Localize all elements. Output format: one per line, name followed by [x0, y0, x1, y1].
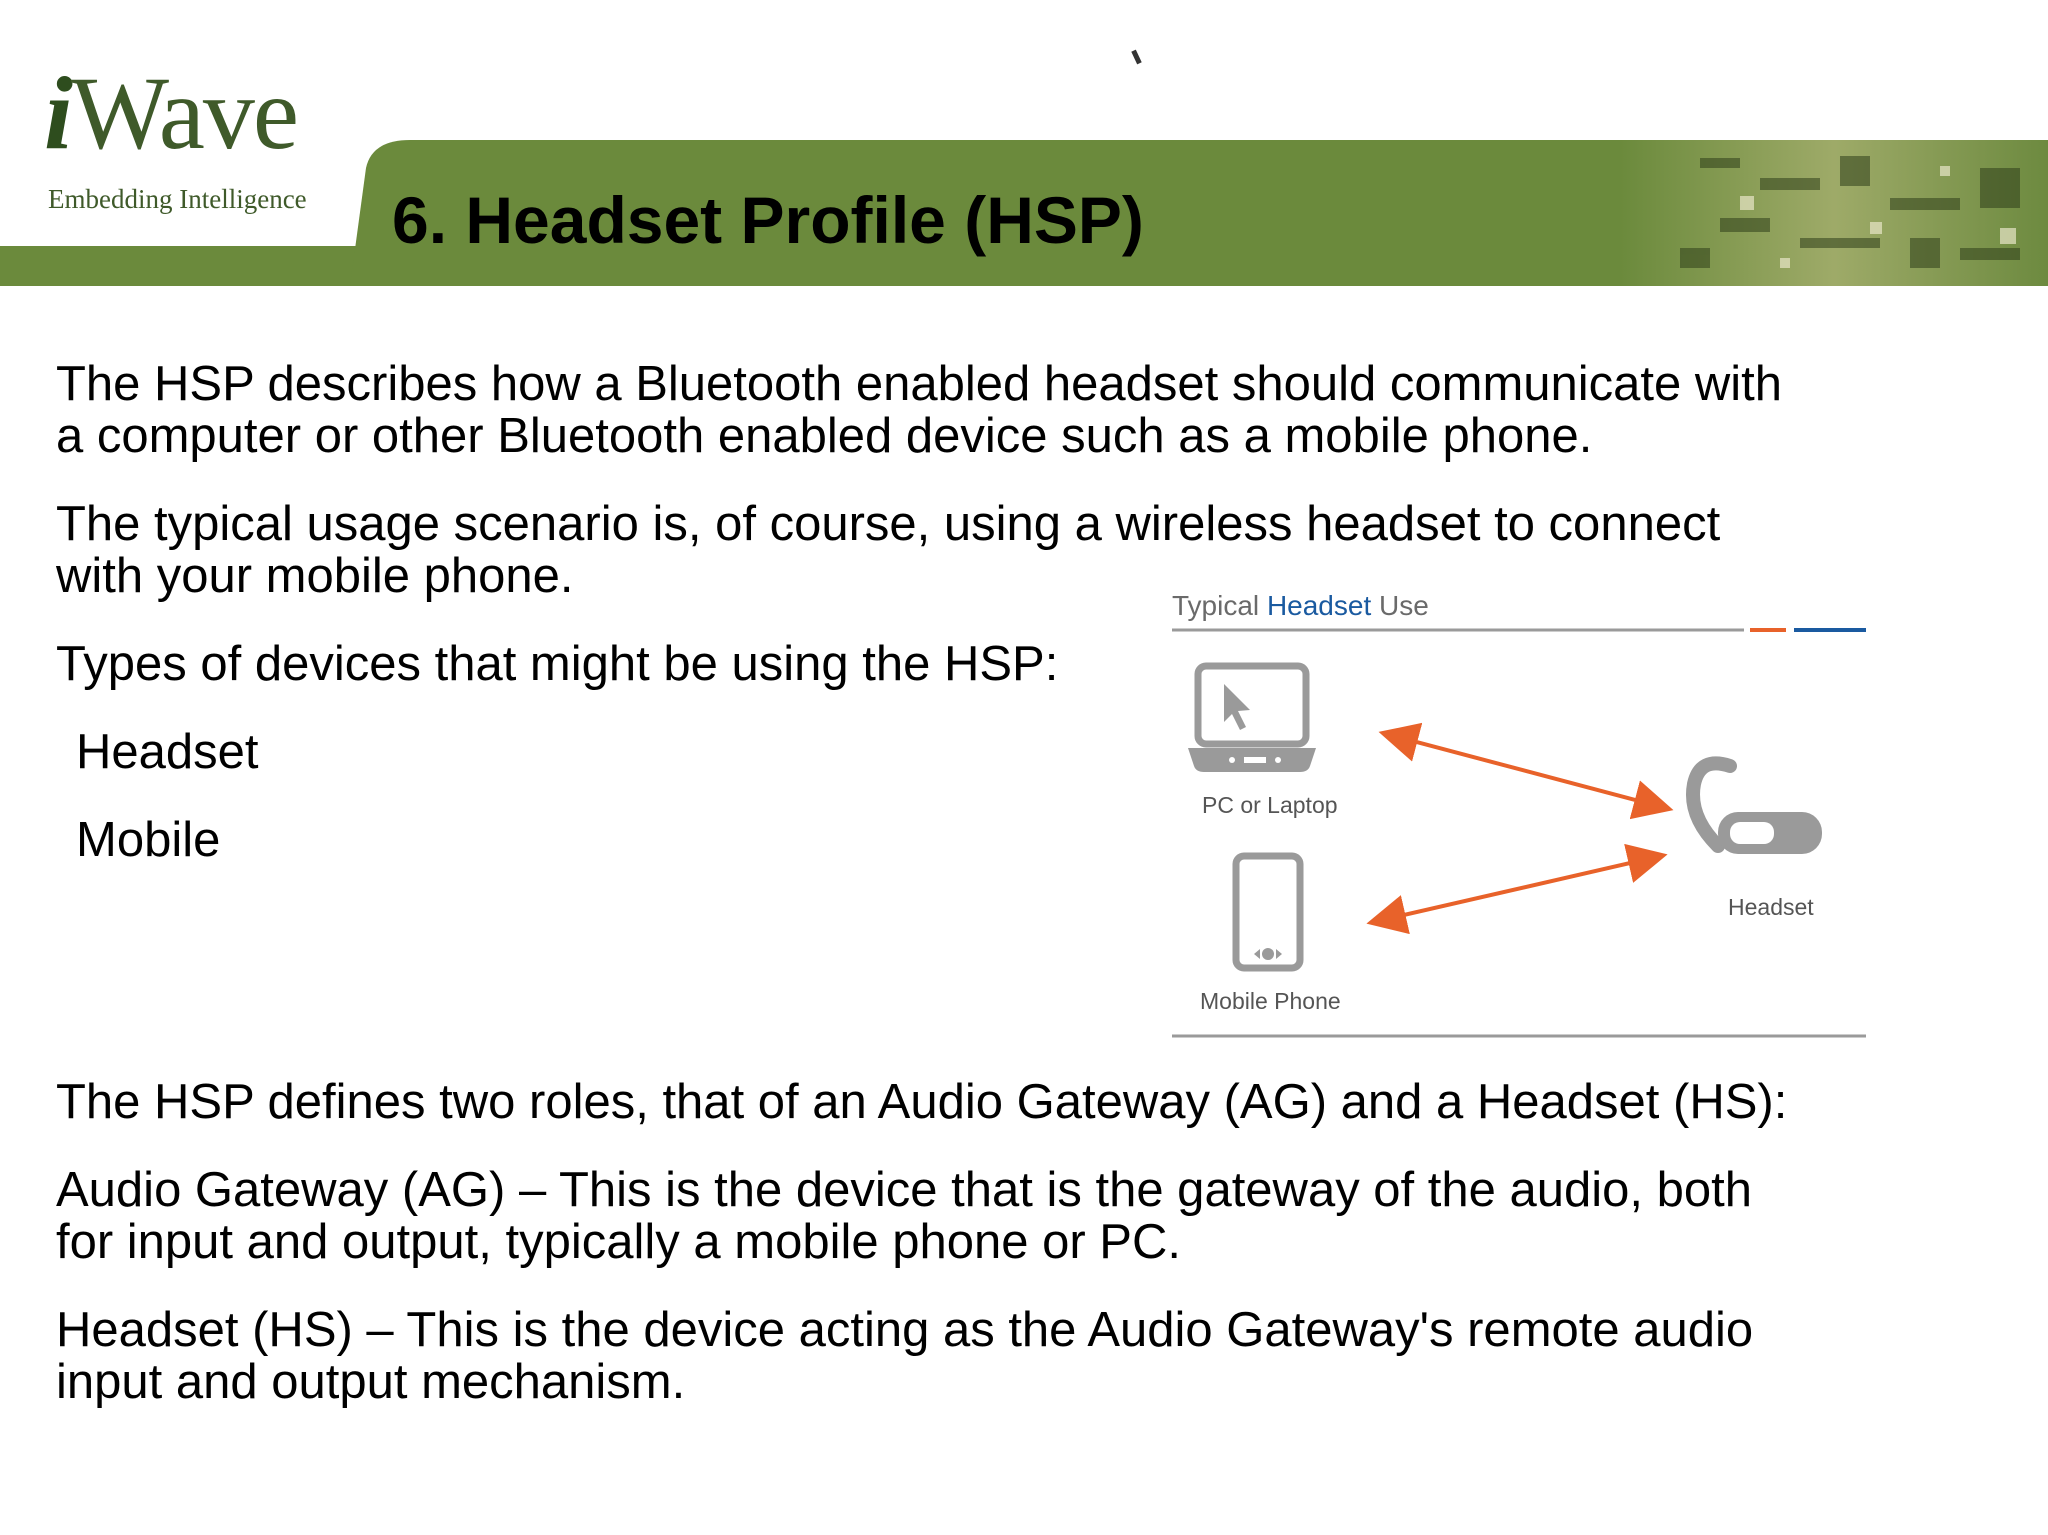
para-ag-line2: for input and output, typically a mobile phone or PC.: [56, 1215, 1181, 1269]
para-usage-line1: The typical usage scenario is, of course, using a wireless headset to connect: [56, 497, 1721, 551]
diagram-caption: [1172, 590, 1429, 622]
stray-mark: [1131, 50, 1141, 65]
caption-pre: Typical: [1172, 590, 1267, 621]
label-pc-or-laptop: PC or Laptop: [1202, 792, 1338, 818]
para-hsp-description-line2: a computer or other Bluetooth enabled device such as a mobile phone.: [56, 409, 1593, 463]
logo-wordmark: [44, 56, 298, 171]
para-device-types: Types of devices that might be using the HSP:: [56, 637, 1059, 691]
headset-icon: [1693, 763, 1822, 854]
logo-tagline: Embedding Intelligence: [48, 184, 307, 214]
typical-headset-use-diagram: [1170, 580, 1870, 1040]
para-hs-line1: Headset (HS) – This is the device acting as the Audio Gateway's remote audio: [56, 1303, 1754, 1357]
slide-title: 6. Headset Profile (HSP): [392, 183, 1144, 257]
para-hsp-description-line1: The HSP describes how a Bluetooth enabled headset should communicate with: [56, 357, 1783, 411]
mobile-headset-arrow: [1382, 858, 1652, 920]
laptop-icon: [1188, 666, 1316, 772]
para-ag-line1: Audio Gateway (AG) – This is the device that is the gateway of the audio, both: [56, 1163, 1753, 1217]
para-roles: The HSP defines two roles, that of an Audio Gateway (AG) and a Headset (HS):: [56, 1075, 1788, 1129]
pc-headset-arrow: [1394, 736, 1658, 806]
logo-i: i: [44, 56, 71, 171]
list-item: Mobile: [76, 813, 221, 867]
caption-highlight: Headset: [1266, 590, 1372, 621]
caption-post: Use: [1371, 590, 1429, 621]
label-mobile-phone: Mobile Phone: [1200, 988, 1341, 1014]
label-headset: Headset: [1728, 894, 1814, 920]
mobile-phone-icon: [1236, 856, 1300, 968]
para-hs-line2: input and output mechanism.: [56, 1355, 686, 1409]
para-usage-line2: with your mobile phone.: [56, 549, 574, 603]
logo-word: Wave: [70, 56, 298, 171]
iwave-logo: [44, 56, 344, 222]
list-item: Headset: [76, 725, 259, 779]
